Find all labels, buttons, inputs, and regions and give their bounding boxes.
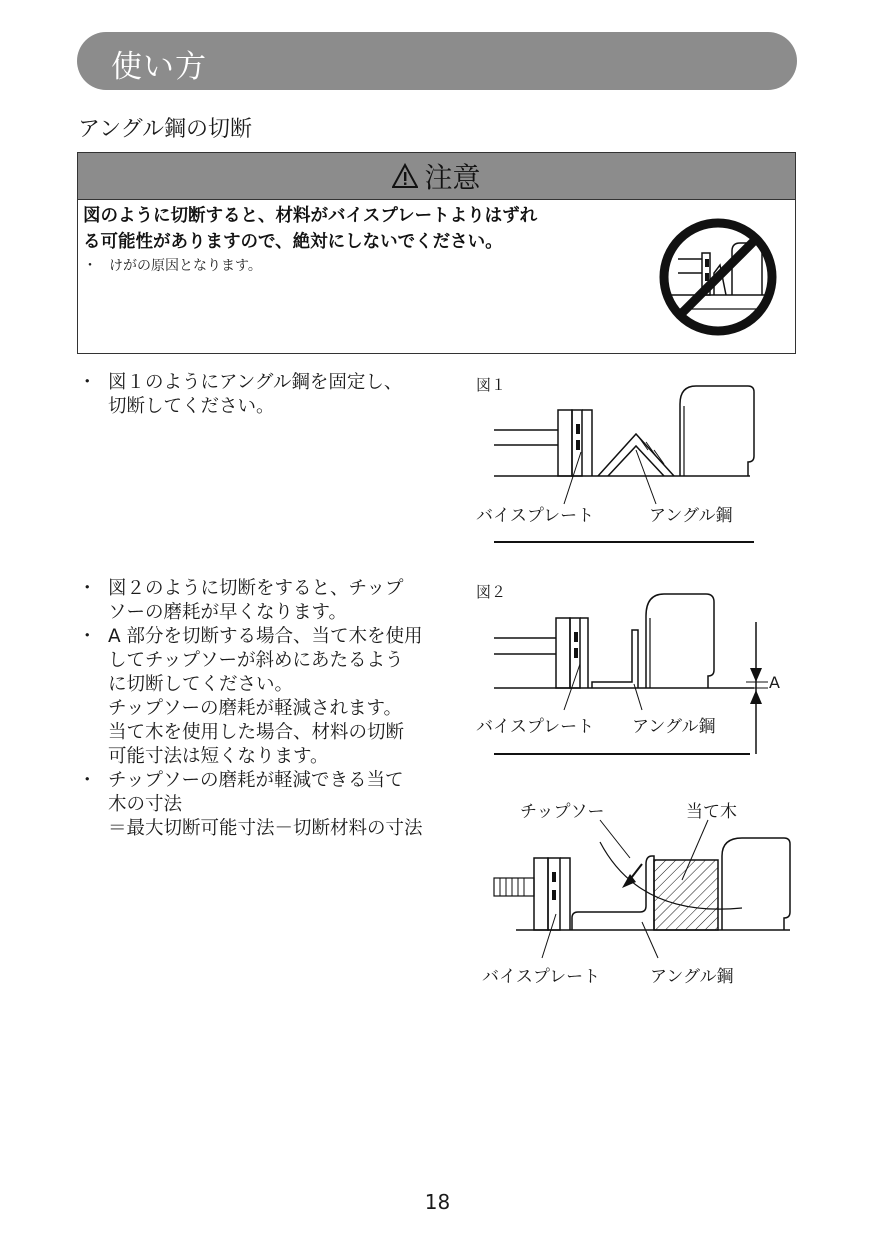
- caution-line-1: 図のように切断すると、材料がバイスプレートよりはずれ: [83, 206, 538, 226]
- section-title: アングル鋼の切断: [78, 117, 253, 142]
- instruction-line: 切断してください。: [108, 396, 275, 417]
- caution-sub-bullet: ・: [83, 258, 97, 274]
- instruction-line: 木の寸法: [108, 794, 183, 815]
- instruction-line: チップソーの磨耗が軽減されます。: [108, 698, 402, 719]
- list-item: [78, 625, 423, 769]
- dimension-a-label: A: [769, 673, 780, 692]
- instruction-line: に切断してください。: [108, 674, 294, 695]
- page-header: [77, 32, 797, 90]
- figure-1-vise-caption: バイスプレート: [476, 506, 595, 526]
- list-item: [78, 769, 423, 841]
- instruction-line: 図１のようにアングル鋼を固定し、: [108, 372, 403, 393]
- figure-1-angle-caption: アングル鋼: [649, 506, 733, 526]
- figure-2-vise-caption: バイスプレート: [476, 717, 595, 737]
- figure-2-label: 図２: [476, 583, 507, 601]
- page-title: 使い方: [111, 49, 207, 85]
- bullet: ・: [78, 578, 97, 599]
- instruction-line: 可能寸法は短くなります。: [108, 746, 329, 767]
- caution-line-2: る可能性がありますので、絶対にしないでください。: [83, 232, 503, 252]
- bullet: ・: [78, 372, 97, 393]
- instruction-line: A 部分を切断する場合、当て木を使用: [108, 626, 423, 647]
- instruction-block-2: [78, 577, 423, 841]
- instruction-block-1: [78, 371, 402, 419]
- figure-3-vise-caption: バイスプレート: [482, 967, 601, 987]
- prohibited-cut-icon: [656, 215, 780, 339]
- instruction-line: 当て木を使用した場合、材料の切断: [108, 722, 405, 743]
- caution-label: 注意: [424, 161, 481, 194]
- caution-header: [78, 153, 795, 200]
- instruction-line: チップソーの磨耗が軽減できる当て: [108, 770, 404, 791]
- figure-3-angle-caption: アングル鋼: [650, 967, 734, 987]
- instruction-line: ソーの磨耗が早くなります。: [108, 602, 348, 623]
- caution-box: [77, 152, 796, 354]
- list-item: [78, 371, 402, 419]
- figure-2-angle-caption: アングル鋼: [632, 717, 716, 737]
- figure-3-saw-caption: チップソー: [520, 802, 605, 822]
- page-number: 18: [424, 1190, 451, 1214]
- figure-1-label: 図１: [476, 376, 507, 394]
- caution-subnote: [83, 255, 262, 275]
- instruction-line: ＝最大切断可能寸法－切断材料の寸法: [108, 818, 423, 839]
- caution-subnote-text: けがの原因となります。: [109, 258, 262, 274]
- bullet: ・: [78, 626, 97, 647]
- instruction-line: してチップソーが斜めにあたるよう: [108, 650, 404, 671]
- warning-triangle-icon: [392, 163, 418, 189]
- list-item: [78, 577, 423, 625]
- figure-3-wood-caption: 当て木: [686, 802, 737, 822]
- caution-text: [83, 203, 643, 255]
- instruction-line: 図２のように切断をすると、チップ: [108, 578, 404, 599]
- bullet: ・: [78, 770, 97, 791]
- figure-3-drawing: [480, 818, 800, 968]
